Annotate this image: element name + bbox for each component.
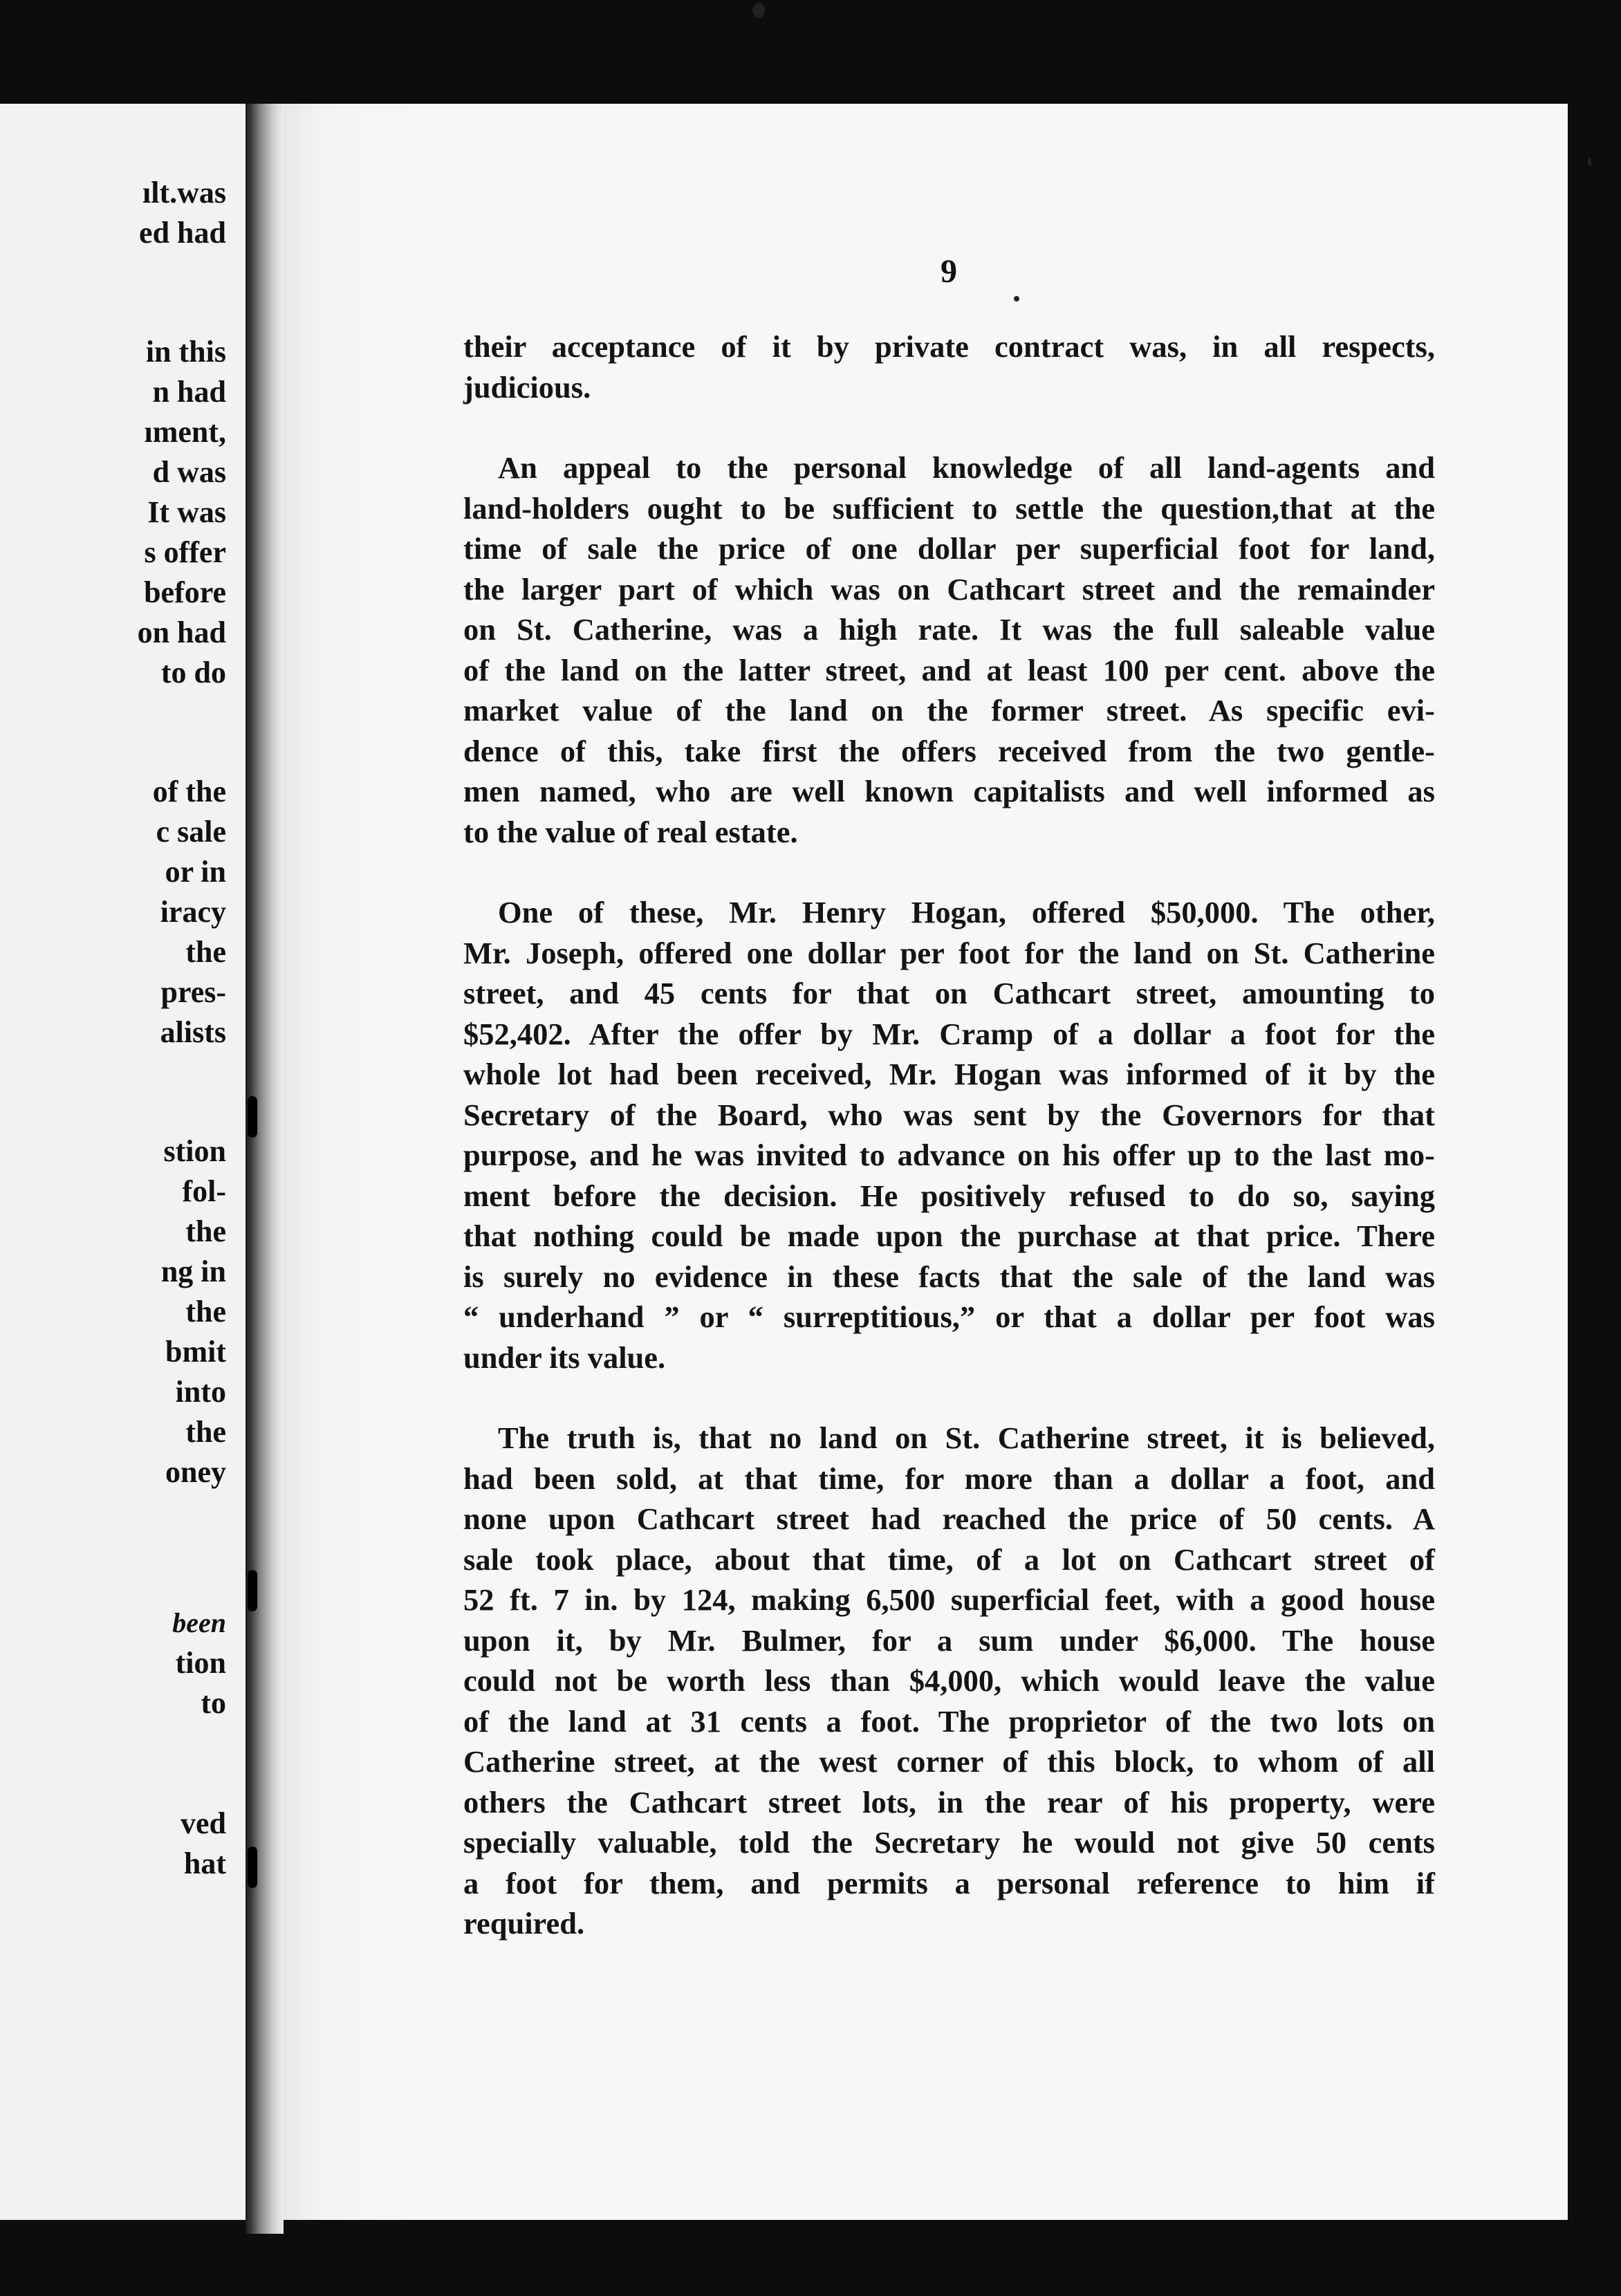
text-line: market value of the land on the former street. As specific evi- bbox=[463, 693, 1435, 728]
scan-speck bbox=[1014, 296, 1019, 302]
text-line: upon it, by Mr. Bulmer, for a sum under $6,000. The house bbox=[463, 1622, 1435, 1658]
left-page-fragment: to bbox=[201, 1686, 226, 1720]
text-line: specially valuable, told the Secretary he would not give 50 cents bbox=[463, 1825, 1435, 1860]
page-number: 9 bbox=[941, 253, 957, 290]
text-line: land-holders ought to be sufficient to settle the question,that at the bbox=[463, 490, 1435, 526]
text-line: their acceptance of it by private contract was, in all respects, bbox=[463, 329, 1435, 364]
left-page-fragment: before bbox=[144, 575, 226, 609]
left-page-fragment: ed had bbox=[139, 216, 226, 250]
text-line: dence of this, take first the offers received from the two gentle- bbox=[463, 733, 1435, 768]
text-line: Catherine street, at the west corner of this block, to whom of all bbox=[463, 1744, 1435, 1779]
left-page-fragment: the bbox=[185, 1295, 226, 1328]
paragraph bbox=[463, 1418, 1435, 1944]
text-line: of the land at 31 cents a foot. The proprietor of the two lots on bbox=[463, 1703, 1435, 1739]
binding-stitch bbox=[248, 1570, 257, 1611]
left-page-fragment: on had bbox=[137, 615, 226, 649]
left-page-fragment: ng in bbox=[160, 1255, 226, 1288]
left-page-fragment: to do bbox=[160, 656, 226, 689]
scan-speck bbox=[1588, 158, 1591, 166]
text-line: judicious. bbox=[463, 369, 591, 405]
binding-stitch bbox=[248, 1846, 257, 1888]
left-page-fragment: ıment, bbox=[144, 415, 226, 449]
page-body bbox=[463, 326, 1435, 1984]
left-page-fragment: c sale bbox=[156, 815, 226, 849]
left-facing-page bbox=[0, 104, 246, 2220]
text-line: sale took place, about that time, of a lot on Cathcart street of bbox=[463, 1542, 1435, 1577]
left-page-fragment: iracy bbox=[160, 895, 226, 929]
left-page-fragment: of the bbox=[152, 775, 226, 808]
left-page-fragment: been bbox=[172, 1607, 226, 1638]
text-line: others the Cathcart street lots, in the rear of his property, were bbox=[463, 1784, 1435, 1820]
text-line: street, and 45 cents for that on Cathcart street, amounting to bbox=[463, 976, 1435, 1010]
text-line: whole lot had been received, Mr. Hogan was informed of it by the bbox=[463, 1057, 1435, 1091]
left-page-fragment: bmit bbox=[165, 1335, 226, 1369]
paragraph bbox=[463, 326, 1435, 407]
text-line: time of sale the price of one dollar per superficial foot for land, bbox=[463, 531, 1435, 566]
left-page-fragment: the bbox=[185, 1214, 226, 1248]
left-page-fragment: d was bbox=[152, 455, 226, 489]
text-line: the larger part of which was on Cathcart street and the remainder bbox=[463, 571, 1435, 607]
left-page-fragment: hat bbox=[183, 1846, 226, 1880]
text-line: Mr. Joseph, offered one dollar per foot for the land on St. Catherine bbox=[463, 935, 1435, 970]
page-gutter bbox=[246, 104, 284, 2234]
text-line: a foot for them, and permits a personal reference to him if bbox=[463, 1865, 1435, 1900]
text-line: Secretary of the Board, who was sent by the Governors for that bbox=[463, 1097, 1435, 1132]
left-page-fragment: ved bbox=[180, 1806, 226, 1840]
text-line: could not be worth less than $4,000, which would leave the value bbox=[463, 1663, 1435, 1698]
text-line: on St. Catherine, was a high rate. It was the full saleable value bbox=[463, 612, 1435, 647]
text-line: under its value. bbox=[463, 1340, 666, 1375]
left-page-fragment: ılt.was bbox=[142, 176, 226, 210]
left-page-fragment: stion bbox=[163, 1134, 226, 1168]
left-page-fragment: n had bbox=[152, 375, 226, 409]
text-line: had been sold, at that time, for more than a dollar a foot, and bbox=[463, 1461, 1435, 1496]
left-page-fragment: into bbox=[175, 1375, 226, 1409]
paragraph bbox=[463, 892, 1435, 1378]
text-line: men named, who are well known capitalists and well informed as bbox=[463, 774, 1435, 808]
left-page-fragment: the bbox=[185, 1415, 226, 1449]
text-line: that nothing could be made upon the purchase at that price. There bbox=[463, 1219, 1435, 1253]
left-page-fragment: in this bbox=[145, 335, 226, 369]
binding-stitch bbox=[248, 1096, 257, 1138]
text-line: of the land on the latter street, and at least 100 per cent. above the bbox=[463, 652, 1435, 687]
text-line: to the value of real estate. bbox=[463, 814, 798, 849]
left-page-fragment: s offer bbox=[144, 535, 226, 569]
paragraph bbox=[463, 447, 1435, 852]
left-page-fragment: alists bbox=[160, 1015, 226, 1049]
left-page-fragment: It was bbox=[147, 495, 226, 529]
text-line: purpose, and he was invited to advance on his offer up to the last mo- bbox=[463, 1138, 1435, 1172]
text-line: is surely no evidence in these facts that the sale of the land was bbox=[463, 1259, 1435, 1294]
text-line: An appeal to the personal knowledge of all land-agents and bbox=[498, 450, 1435, 485]
left-page-fragment: tion bbox=[175, 1646, 226, 1680]
text-line: One of these, Mr. Henry Hogan, offered $50,000. The other, bbox=[498, 895, 1435, 929]
text-line: required. bbox=[463, 1906, 585, 1941]
left-page-fragment: fol- bbox=[182, 1174, 226, 1208]
text-line: 52 ft. 7 in. by 124, making 6,500 superficial feet, with a good house bbox=[463, 1582, 1435, 1617]
left-page-fragment: or in bbox=[165, 855, 226, 889]
left-page-fragment: oney bbox=[165, 1455, 226, 1489]
text-line: none upon Cathcart street had reached the price of 50 cents. A bbox=[463, 1501, 1435, 1536]
text-line: “ underhand ” or “ surreptitious,” or that a dollar per foot was bbox=[463, 1299, 1435, 1334]
scan-speck bbox=[752, 3, 765, 18]
text-line: ment before the decision. He positively refused to do so, saying bbox=[463, 1178, 1435, 1213]
left-page-fragment: the bbox=[185, 935, 226, 969]
text-line: $52,402. After the offer by Mr. Cramp of a dollar a foot for the bbox=[463, 1016, 1435, 1051]
left-page-fragment: pres- bbox=[160, 975, 226, 1009]
text-line: The truth is, that no land on St. Catherine street, it is believed, bbox=[498, 1420, 1435, 1455]
